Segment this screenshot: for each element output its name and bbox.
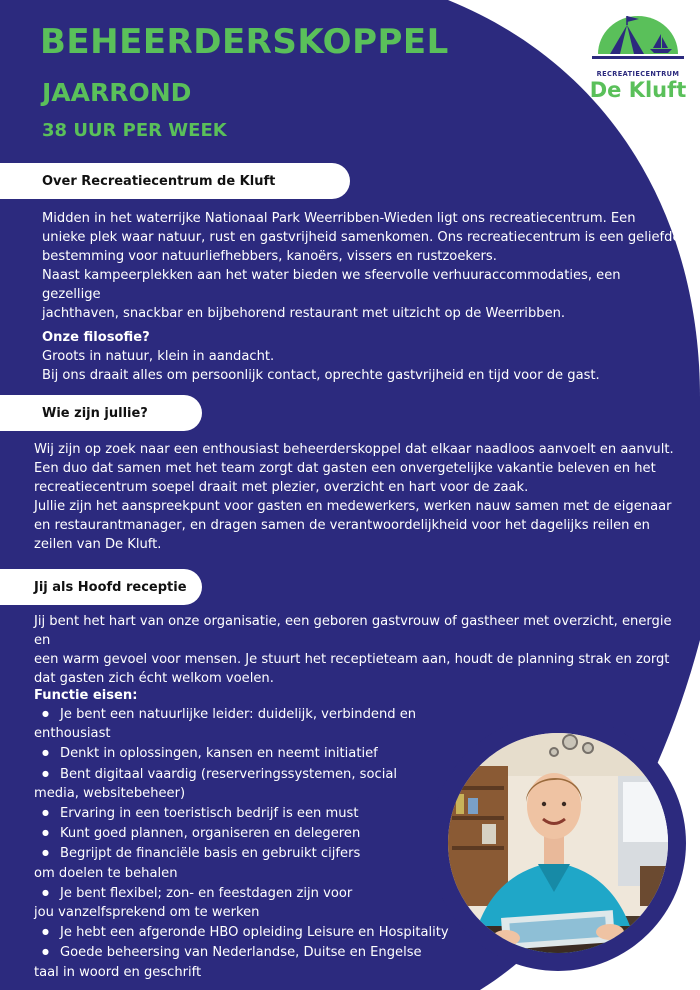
requirement-item: ● Je hebt een afgeronde HBO opleiding Leisure en Hospitality bbox=[34, 922, 476, 942]
requirement-item: ● Je bent flexibel; zon- en feestdagen zijn voor jou vanzelfsprekend om te werken bbox=[34, 883, 374, 922]
job-title: BEHEERDERSKOPPEL bbox=[40, 22, 449, 62]
tent-sailboat-logo-icon bbox=[580, 12, 696, 70]
requirement-item: ● Je bent een natuurlijke leider: duidelijk, verbindend en enthousiast bbox=[34, 704, 476, 743]
role-line: Jij bent het hart van onze organisatie, een geboren gastvrouw of gastheer met overzicht, energie en bbox=[34, 614, 672, 648]
section-heading-about: Over Recreatiecentrum de Kluft bbox=[0, 163, 350, 199]
role-line: een warm gevoel voor mensen. Je stuurt het receptieteam aan, houdt de planning strak en zorgt bbox=[34, 652, 670, 667]
section-heading-who: Wie zijn jullie? bbox=[0, 395, 202, 431]
philosophy-line: Bij ons draait alles om persoonlijk contact, oprechte gastvrijheid en tijd voor de gast. bbox=[42, 368, 600, 383]
job-hours: 38 UUR PER WEEK bbox=[42, 120, 227, 141]
about-line: jachthaven, snackbar en bijbehorend restaurant met uitzicht op de Weerribben. bbox=[42, 306, 566, 321]
who-line: Wij zijn op zoek naar een enthousiast beheerderskoppel dat elkaar naadloos aanvoelt en aanvult. bbox=[34, 442, 674, 457]
section-heading-role: Jij als Hoofd receptie bbox=[0, 569, 202, 605]
role-line: dat gasten zich écht welkom voelen. bbox=[34, 671, 274, 686]
requirement-item: ● Goede beheersing van Nederlandse, Duitse en Engelse taal in woord en geschrift bbox=[34, 942, 424, 981]
logo-top-text: RECREATIECENTRUM bbox=[596, 70, 680, 78]
philosophy-heading: Onze filosofie? bbox=[42, 330, 150, 345]
who-line: zeilen van De Kluft. bbox=[34, 537, 162, 552]
company-logo bbox=[580, 12, 696, 102]
requirement-item: ● Kunt goed plannen, organiseren en delegeren bbox=[34, 823, 476, 843]
who-paragraph bbox=[34, 440, 684, 554]
logo-name: De Kluft bbox=[589, 78, 687, 102]
job-subtitle: JAARROND bbox=[42, 78, 192, 107]
who-line: en restaurantmanager, en dragen samen de verantwoordelijkheid voor het dagelijks reilen en bbox=[34, 518, 650, 533]
who-line: Jullie zijn het aanspreekpunt voor gasten en medewerkers, werken nauw samen met de eigenaar bbox=[34, 499, 672, 514]
about-line: unieke plek waar natuur, rust en gastvrijheid samenkomen. Ons recreatiecentrum is een geliefde bbox=[42, 230, 681, 245]
requirement-item: ● Bent digitaal vaardig (reserveringssystemen, social media, websitebeheer) bbox=[34, 764, 434, 803]
requirements-list bbox=[34, 704, 476, 982]
requirement-item: ● Begrijpt de financiële basis en gebruikt cijfers om doelen te behalen bbox=[34, 843, 384, 882]
requirement-item: ● Ervaring in een toeristisch bedrijf is een must bbox=[34, 803, 476, 823]
philosophy-line: Groots in natuur, klein in aandacht. bbox=[42, 349, 275, 364]
receptionist-photo bbox=[430, 706, 700, 990]
about-line: bestemming voor natuurliefhebbers, kanoërs, vissers en rustzoekers. bbox=[42, 249, 497, 264]
about-paragraph bbox=[42, 209, 682, 323]
about-line: Midden in het waterrijke Nationaal Park Weerribben-Wieden ligt ons recreatiecentrum. Een bbox=[42, 211, 636, 226]
who-line: Een duo dat samen met het team zorgt dat gasten een onvergetelijke vakantie beleven en het bbox=[34, 461, 656, 476]
who-line: recreatiecentrum soepel draait met plezier, overzicht en hart voor de zaak. bbox=[34, 480, 529, 495]
about-line: Naast kampeerplekken aan het water bieden we sfeervolle verhuuraccommodaties, een gezellige bbox=[42, 268, 621, 302]
requirements-heading: Functie eisen: bbox=[34, 688, 138, 703]
philosophy-block bbox=[42, 328, 682, 385]
requirement-item: ● Denkt in oplossingen, kansen en neemt initiatief bbox=[34, 743, 476, 763]
role-paragraph bbox=[34, 612, 684, 688]
